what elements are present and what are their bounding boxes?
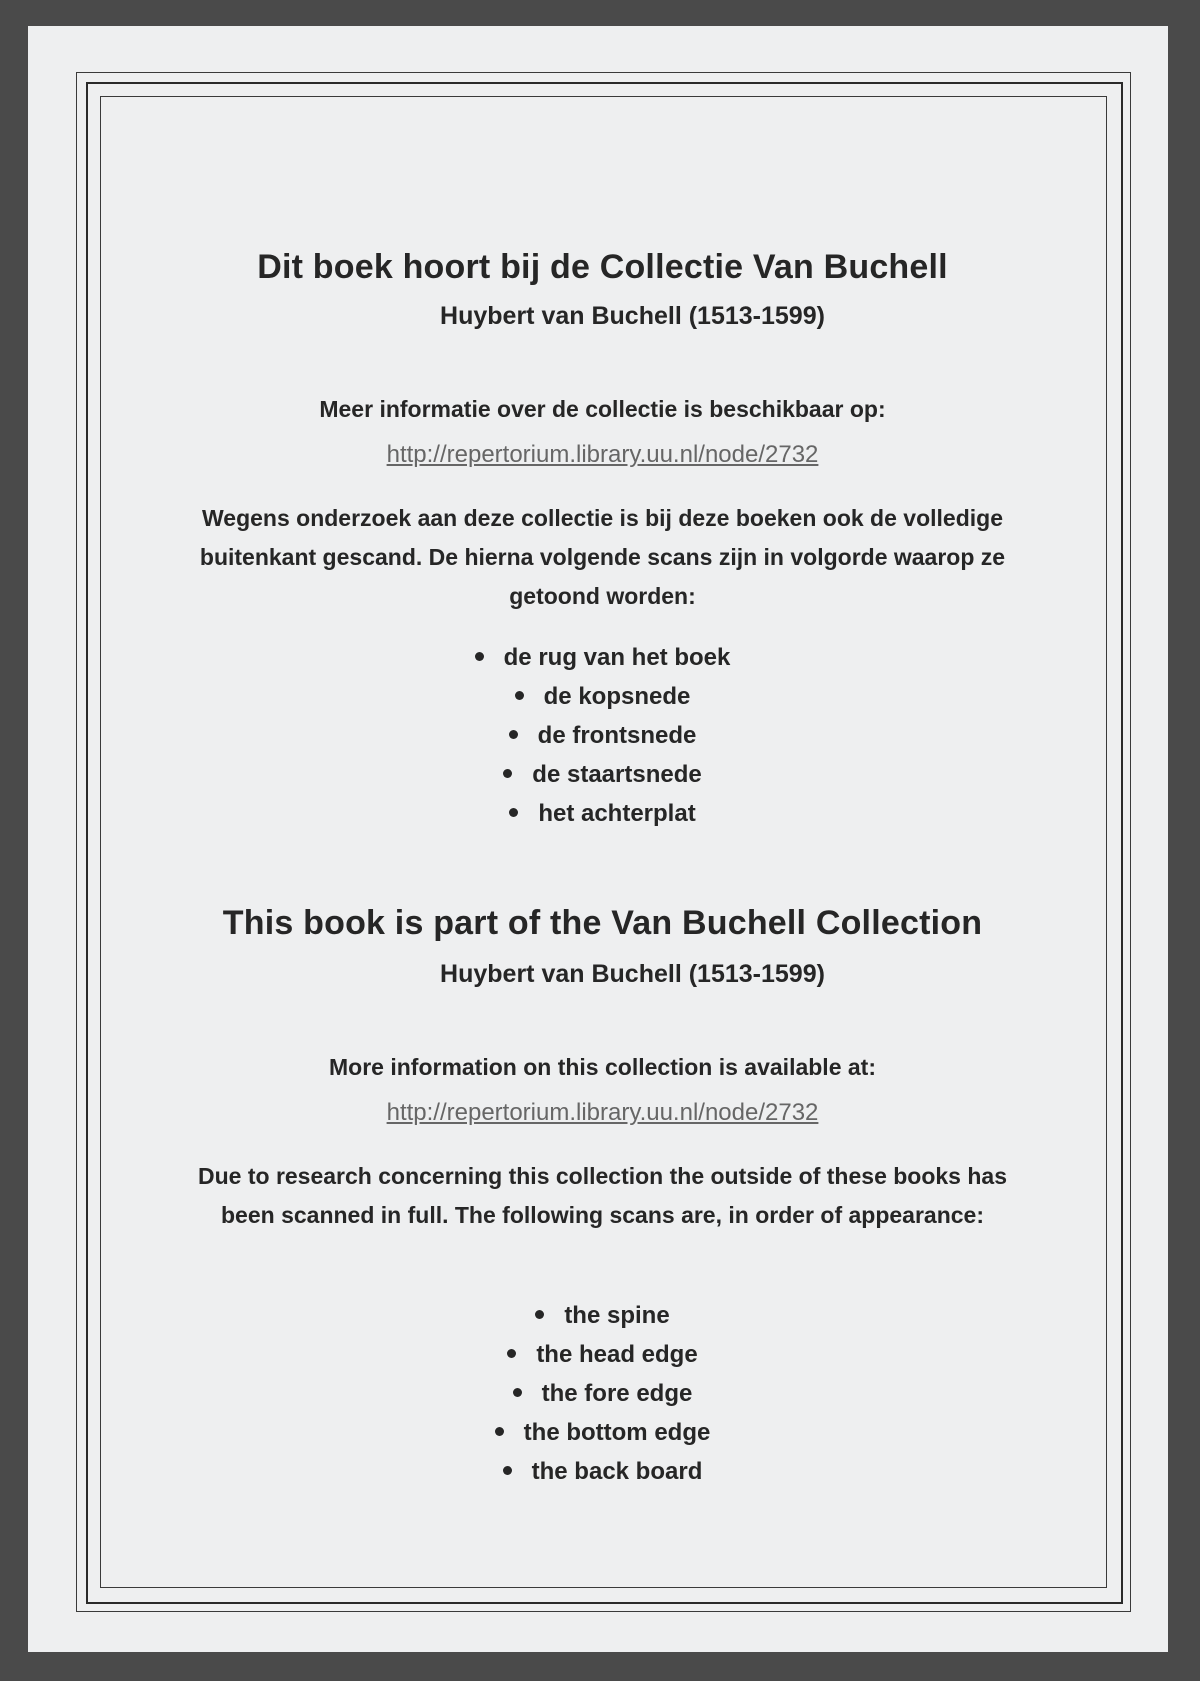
- bullet-icon: [503, 769, 512, 778]
- english-scan-list: [100, 1296, 1105, 1491]
- list-item: the fore edge: [100, 1374, 1105, 1413]
- english-collection-link[interactable]: http://repertorium.library.uu.nl/node/2732: [386, 1099, 819, 1126]
- list-item: de kopsnede: [100, 677, 1105, 716]
- bullet-icon: [503, 1466, 512, 1475]
- dutch-info-text: Meer informatie over de collectie is beschikbaar op:: [319, 396, 886, 422]
- bullet-icon: [495, 1427, 504, 1436]
- list-item: de frontsnede: [100, 716, 1105, 755]
- list-item: het achterplat: [100, 794, 1105, 833]
- dutch-subtitle: Huybert van Buchell (1513-1599): [440, 302, 825, 330]
- english-title: This book is part of the Van Buchell Collection: [222, 904, 983, 942]
- bullet-icon: [509, 808, 518, 817]
- english-paragraph: Due to research concerning this collection the outside of these books has been scanned in full. The following scans are, in order of appearance:: [198, 1163, 1007, 1228]
- list-item: the bottom edge: [100, 1413, 1105, 1452]
- list-item: the spine: [100, 1296, 1105, 1335]
- bullet-icon: [513, 1388, 522, 1397]
- dutch-paragraph: Wegens onderzoek aan deze collectie is bij deze boeken ook de volledige buitenkant gescand. De hierna volgende scans zijn in volgorde waarop ze getoond worden:: [199, 505, 1006, 609]
- bullet-icon: [515, 691, 524, 700]
- bullet-icon: [475, 652, 484, 661]
- english-subtitle: Huybert van Buchell (1513-1599): [440, 960, 825, 988]
- english-info-text: More information on this collection is available at:: [329, 1054, 876, 1080]
- dutch-title: Dit boek hoort bij de Collectie Van Buchell: [257, 248, 948, 286]
- list-item: de staartsnede: [100, 755, 1105, 794]
- list-item: de rug van het boek: [100, 638, 1105, 677]
- bullet-icon: [535, 1310, 544, 1319]
- dutch-scan-list: [100, 638, 1105, 833]
- list-item: the head edge: [100, 1335, 1105, 1374]
- bullet-icon: [507, 1349, 516, 1358]
- dutch-collection-link[interactable]: http://repertorium.library.uu.nl/node/2732: [386, 441, 819, 468]
- document-sheet: [28, 26, 1168, 1652]
- list-item: the back board: [100, 1452, 1105, 1491]
- bullet-icon: [509, 730, 518, 739]
- page-content: [100, 96, 1105, 1586]
